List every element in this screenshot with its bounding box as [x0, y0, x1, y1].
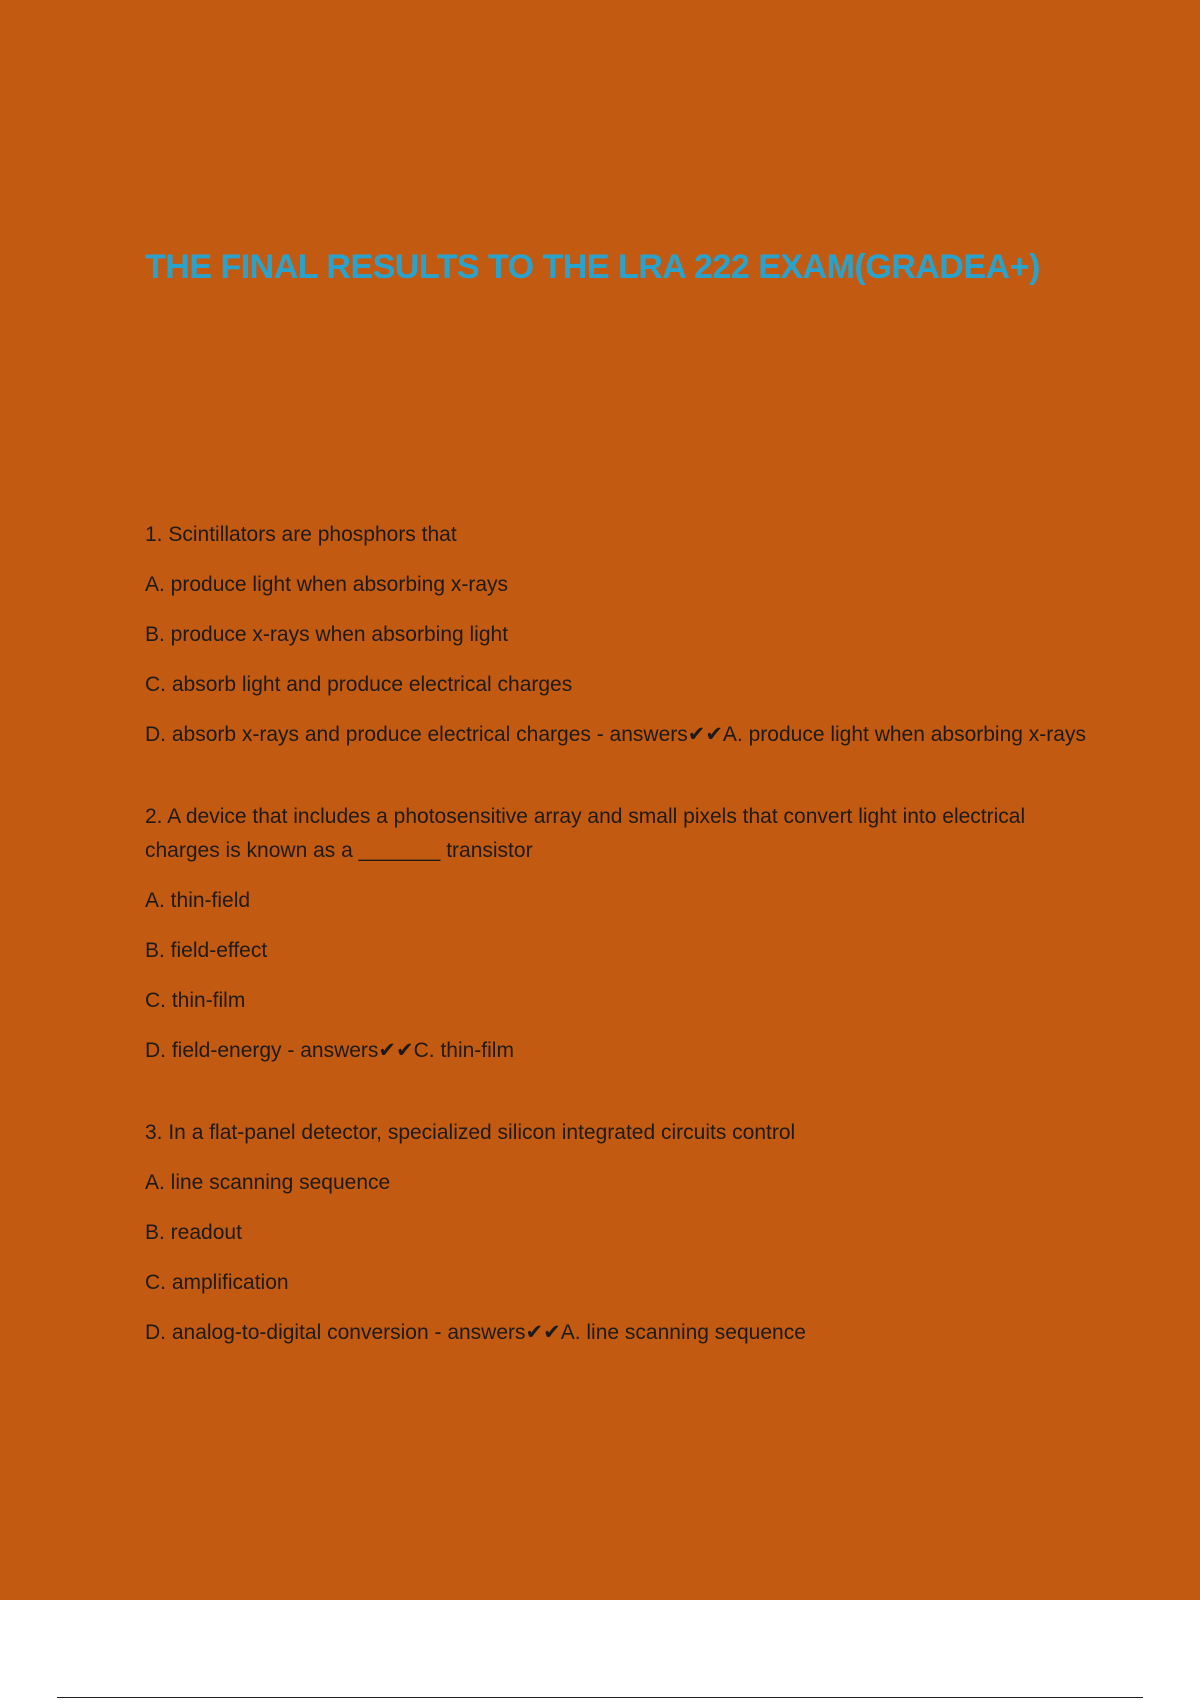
question-option-with-answer: D. analog-to-digital conversion - answers✔✔A. line scanning sequence [145, 1321, 806, 1344]
question-option-with-answer: D. field-energy - answers✔✔C. thin-film [145, 1039, 514, 1062]
question-option: C. absorb light and produce electrical charges [145, 673, 573, 696]
question-stem: 3. In a flat-panel detector, specialized silicon integrated circuits control [145, 1121, 796, 1144]
question-stem: 2. A device that includes a photosensitive array and small pixels that convert light into electrical charges is known as a _______ transistor [145, 805, 1026, 862]
question-option: A. produce light when absorbing x-rays [145, 573, 509, 596]
question-option: C. amplification [145, 1271, 289, 1294]
document-title: THE FINAL RESULTS TO THE LRA 222 EXAM(GRADEA+) [145, 248, 1040, 286]
question-option: B. field-effect [145, 939, 268, 962]
question-2 [145, 800, 1090, 1068]
question-1 [145, 518, 1090, 752]
question-3 [145, 1116, 1090, 1350]
question-option: A. line scanning sequence [145, 1171, 391, 1194]
question-list [145, 518, 1090, 1398]
question-option: B. produce x-rays when absorbing light [145, 623, 509, 646]
question-option: C. thin-film [145, 989, 246, 1012]
question-option: A. thin-field [145, 889, 251, 912]
question-stem: 1. Scintillators are phosphors that [145, 523, 457, 546]
question-option: B. readout [145, 1221, 242, 1244]
footer-divider [57, 1697, 1143, 1698]
question-option-with-answer: D. absorb x-rays and produce electrical charges - answers✔✔A. produce light when absorbing x-rays [145, 723, 1086, 746]
